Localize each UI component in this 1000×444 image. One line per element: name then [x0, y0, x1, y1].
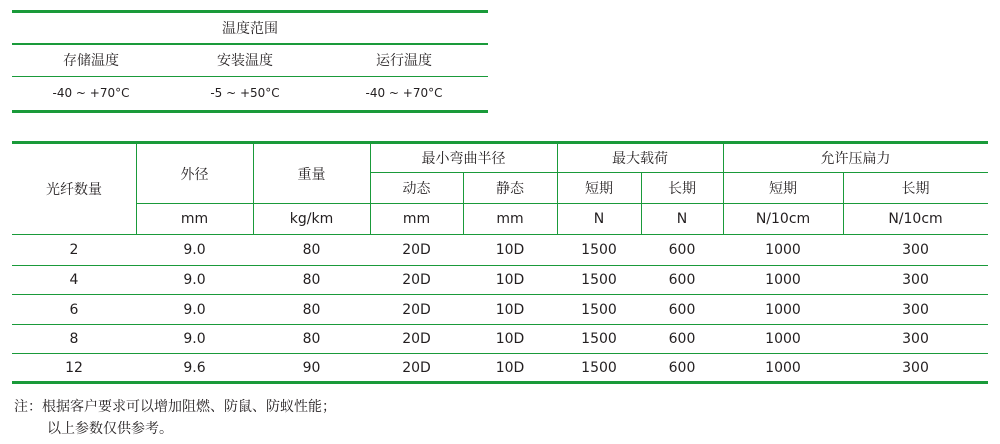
- table-row: [12, 295, 988, 324]
- temp-header-operation: 运行温度: [376, 53, 432, 69]
- cell-outer-diameter: 9.0: [183, 272, 206, 288]
- cell-short-term-crush: 1000: [765, 272, 801, 288]
- cell-long-term-load: 600: [668, 331, 696, 347]
- cell-long-term-load: 600: [668, 359, 696, 376]
- cell-short-term-crush: 1000: [765, 242, 801, 258]
- temp-header-install: 安装温度: [217, 53, 273, 69]
- unit-short-term-crush: N/10cm: [755, 211, 811, 227]
- cell-short-term-load: 1500: [581, 359, 617, 376]
- temp-value-install: -5 ~ +50°C: [210, 86, 280, 100]
- cell-short-term-crush: 1000: [765, 301, 801, 318]
- cell-dynamic: 20D: [402, 331, 431, 347]
- cell-long-term-crush: 300: [902, 242, 929, 258]
- table-row: [12, 266, 988, 294]
- unit-short-term-load: N: [593, 211, 605, 227]
- cell-dynamic: 20D: [402, 272, 431, 288]
- header-long-term-crush: 长期: [901, 181, 930, 197]
- table-row: [12, 325, 988, 353]
- header-max-load: 最大载荷: [612, 151, 668, 167]
- cell-long-term-crush: 300: [902, 359, 929, 376]
- unit-long-term-load: N: [676, 211, 688, 227]
- cell-long-term-load: 600: [668, 301, 696, 318]
- cell-fiber-count: 8: [69, 331, 79, 347]
- cell-short-term-load: 1500: [581, 242, 617, 258]
- cell-outer-diameter: 9.0: [183, 331, 206, 347]
- spec-table-bottom-rule: [12, 381, 988, 384]
- header-short-term-crush: 短期: [769, 181, 797, 197]
- cell-dynamic: 20D: [402, 359, 431, 376]
- cell-short-term-crush: 1000: [765, 359, 801, 376]
- cell-short-term-load: 1500: [581, 272, 617, 288]
- unit-static: mm: [496, 211, 524, 227]
- cell-static: 10D: [495, 331, 525, 347]
- header-dynamic: 动态: [402, 181, 431, 197]
- cell-static: 10D: [495, 301, 525, 318]
- temp-header-storage: 存储温度: [63, 53, 119, 69]
- cell-outer-diameter: 9.0: [183, 301, 206, 318]
- header-outer-diameter: 外径: [180, 166, 209, 183]
- cell-fiber-count: 2: [69, 242, 79, 258]
- cell-short-term-crush: 1000: [765, 331, 801, 347]
- header-crush: 允许压扁力: [820, 151, 891, 167]
- table-row: [12, 354, 988, 381]
- cell-dynamic: 20D: [402, 301, 431, 318]
- temp-value-storage: -40 ~ +70°C: [52, 86, 130, 100]
- cell-outer-diameter: 9.6: [183, 359, 206, 376]
- cell-static: 10D: [495, 359, 525, 376]
- cell-long-term-load: 600: [668, 272, 696, 288]
- unit-long-term-crush: N/10cm: [888, 211, 943, 227]
- temp-value-operation: -40 ~ +70°C: [365, 86, 443, 100]
- header-fiber-count: 光纤数量: [46, 182, 102, 198]
- cell-weight: 90: [302, 359, 321, 376]
- table-row: [12, 235, 988, 265]
- temp-table-title: 温度范围: [222, 21, 278, 37]
- cell-weight: 80: [302, 272, 321, 288]
- unit-weight: kg/km: [289, 211, 334, 227]
- cell-fiber-count: 6: [69, 301, 79, 318]
- header-static: 静态: [496, 181, 524, 197]
- unit-dynamic: mm: [402, 211, 431, 227]
- cell-long-term-crush: 300: [902, 331, 929, 347]
- cell-short-term-load: 1500: [581, 331, 617, 347]
- cell-long-term-crush: 300: [902, 301, 929, 318]
- cell-dynamic: 20D: [402, 242, 431, 258]
- cell-short-term-load: 1500: [581, 301, 617, 318]
- cell-static: 10D: [495, 242, 525, 258]
- header-weight: 重量: [297, 166, 326, 183]
- note-line-1: 注：根据客户要求可以增加阻燃、防鼠、防蚁性能；: [14, 399, 336, 415]
- cell-fiber-count: 4: [69, 272, 79, 288]
- temp-table-header-divider: [12, 76, 488, 77]
- cell-static: 10D: [495, 272, 525, 288]
- header-short-term-load: 短期: [585, 181, 613, 197]
- temp-table-bottom-rule: [12, 110, 488, 113]
- cell-long-term-load: 600: [668, 242, 696, 258]
- cell-long-term-crush: 300: [902, 272, 929, 288]
- unit-outer-diameter: mm: [180, 211, 209, 227]
- note-line-2: 以上参数仅供参考。: [47, 421, 173, 437]
- cell-fiber-count: 12: [65, 359, 83, 376]
- cell-weight: 80: [302, 242, 321, 258]
- cell-weight: 80: [302, 331, 321, 347]
- header-long-term-load: 长期: [668, 181, 696, 197]
- cell-outer-diameter: 9.0: [183, 242, 206, 258]
- header-min-bend-radius: 最小弯曲半径: [421, 151, 506, 167]
- cell-weight: 80: [302, 301, 321, 318]
